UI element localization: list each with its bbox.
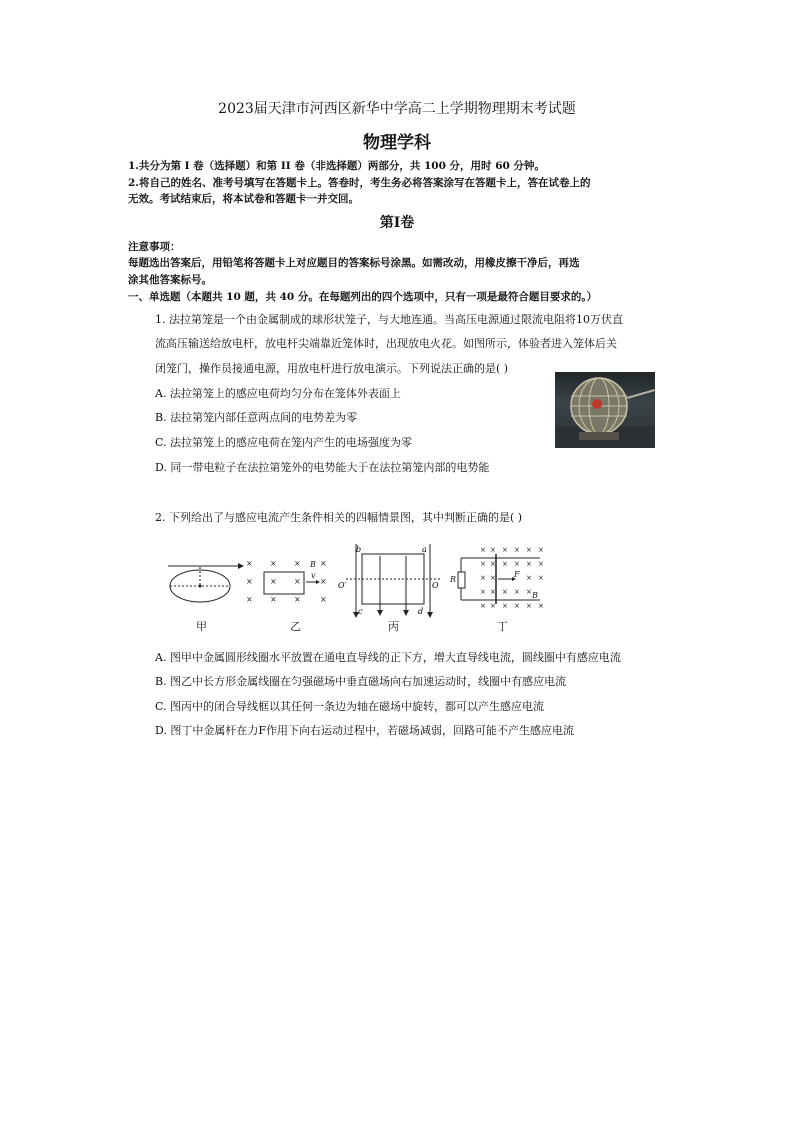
q1-stem-line-2: 流高压输送给放电杆，放电杆尖端靠近笼体时，出现放电火花。如图所示，体验者进入笼体后关	[155, 337, 617, 350]
label-B2: B	[532, 591, 538, 600]
svg-text:×: ×	[246, 577, 253, 586]
notice-label: 注意事项：	[128, 241, 181, 253]
q1-option-c: C. 法拉第笼上的感应电荷在笼内产生的电场强度为零	[155, 436, 413, 449]
rule-line-1: 1.共分为第 I 卷（选择题）和第 II 卷（非选择题）两部分，共 100 分，用时 60 分钟。	[128, 160, 545, 172]
svg-text:×: ×	[480, 588, 486, 596]
q1-option-a: A. 法拉第笼上的感应电荷均匀分布在笼体外表面上	[155, 387, 401, 400]
svg-text:×: ×	[320, 595, 327, 604]
svg-text:×: ×	[246, 559, 253, 568]
svg-text:×: ×	[294, 577, 301, 586]
svg-text:×: ×	[320, 559, 327, 568]
svg-text:×: ×	[514, 588, 520, 596]
svg-text:×: ×	[502, 588, 508, 596]
label-O: O	[432, 581, 439, 590]
label-v: v	[311, 571, 316, 580]
figure-bing	[338, 544, 440, 618]
svg-text:×: ×	[480, 560, 486, 568]
q1-stem-line-3: 闭笼门，操作员接通电源，用放电杆进行放电演示。下列说法正确的是( )	[155, 362, 509, 375]
svg-text:×: ×	[270, 577, 277, 586]
svg-text:×: ×	[526, 574, 532, 582]
svg-text:×: ×	[246, 595, 253, 604]
svg-text:×: ×	[526, 560, 532, 568]
label-O-prime: O′	[338, 581, 347, 590]
label-a: a	[422, 545, 427, 554]
q1-option-b: B. 法拉第笼内部任意两点间的电势差为零	[155, 411, 358, 424]
caption-jia: 甲	[196, 620, 207, 633]
svg-text:×: ×	[320, 577, 327, 586]
figure-ding	[449, 546, 544, 610]
svg-text:×: ×	[502, 546, 508, 554]
caption-ding: 丁	[497, 620, 508, 633]
label-R: R	[450, 575, 457, 584]
part-heading: 一、单选题（本题共 10 题，共 40 分。在每题列出的四个选项中，只有一项是最符合题目要求的。）	[128, 291, 598, 303]
q2-option-b: B. 图乙中长方形金属线圈在匀强磁场中垂直磁场向右加速运动时，线圈中有感应电流	[155, 675, 567, 688]
svg-text:×: ×	[270, 595, 277, 604]
exam-title: 2023届天津市河西区新华中学高二上学期物理期末考试题	[218, 101, 576, 117]
svg-text:×: ×	[490, 602, 496, 610]
label-B: B	[310, 560, 316, 569]
rule-line-2: 2.将自己的姓名、准考号填写在答题卡上。答卷时，考生务必将答案涂写在答题卡上，答在试卷上的	[128, 177, 591, 189]
subject-title: 物理学科	[363, 133, 431, 153]
caption-bing: 丙	[388, 620, 399, 633]
notice-line-1: 每题选出答案后，用铅笔将答题卡上对应题目的答案标号涂黑。如需改动，用橡皮擦干净后，再选	[128, 257, 580, 269]
label-c: c	[358, 607, 363, 616]
label-d: d	[418, 607, 424, 616]
svg-text:×: ×	[480, 602, 486, 610]
svg-text:×: ×	[538, 602, 544, 610]
svg-text:×: ×	[480, 546, 486, 554]
faraday-cage-photo	[555, 372, 655, 448]
svg-text:×: ×	[538, 560, 544, 568]
notice-line-2: 涂其他答案标号。	[128, 274, 212, 286]
svg-text:×: ×	[514, 546, 520, 554]
q2-option-c: C. 图丙中的闭合导线框以其任何一条边为轴在磁场中旋转，都可以产生感应电流	[155, 700, 545, 713]
svg-text:×: ×	[490, 560, 496, 568]
svg-text:×: ×	[490, 574, 496, 582]
svg-text:×: ×	[294, 559, 301, 568]
svg-text:×: ×	[490, 588, 496, 596]
q1-option-d: D. 同一带电粒子在法拉第笼外的电势能大于在法拉第笼内部的电势能	[155, 461, 490, 474]
svg-text:×: ×	[526, 588, 532, 596]
rule-line-3: 无效。考试结束后，将本试卷和答题卡一并交回。	[128, 193, 359, 205]
caption-yi: 乙	[290, 620, 301, 633]
svg-text:×: ×	[490, 546, 496, 554]
svg-text:×: ×	[538, 546, 544, 554]
svg-text:×: ×	[294, 595, 301, 604]
label-F: F	[514, 570, 520, 579]
q1-stem-line-1: 1. 法拉第笼是一个由金属制成的球形状笼子，与大地连通。当高压电源通过限流电阻将10万伏直	[155, 313, 623, 326]
svg-text:×: ×	[270, 559, 277, 568]
svg-text:×: ×	[526, 546, 532, 554]
svg-text:×: ×	[526, 602, 532, 610]
svg-text:×: ×	[502, 602, 508, 610]
q2-option-d: D. 图丁中金属杆在力F作用下向右运动过程中，若磁场减弱，回路可能不产生感应电流	[155, 724, 575, 737]
q2-option-a: A. 图甲中金属圆形线圈水平放置在通电直导线的正下方，增大直导线电流，圆线圈中有感应电流	[155, 651, 621, 664]
figure-jia	[168, 563, 244, 602]
svg-text:×: ×	[514, 602, 520, 610]
section-title: 第Ⅰ卷	[379, 215, 415, 231]
svg-text:×: ×	[480, 574, 486, 582]
figure-yi	[246, 559, 327, 604]
label-b: b	[356, 545, 362, 554]
svg-text:×: ×	[502, 560, 508, 568]
svg-text:×: ×	[538, 574, 544, 582]
q2-stem: 2. 下列给出了与感应电流产生条件相关的四幅情景图，其中判断正确的是( )	[155, 511, 523, 524]
svg-text:×: ×	[514, 560, 520, 568]
